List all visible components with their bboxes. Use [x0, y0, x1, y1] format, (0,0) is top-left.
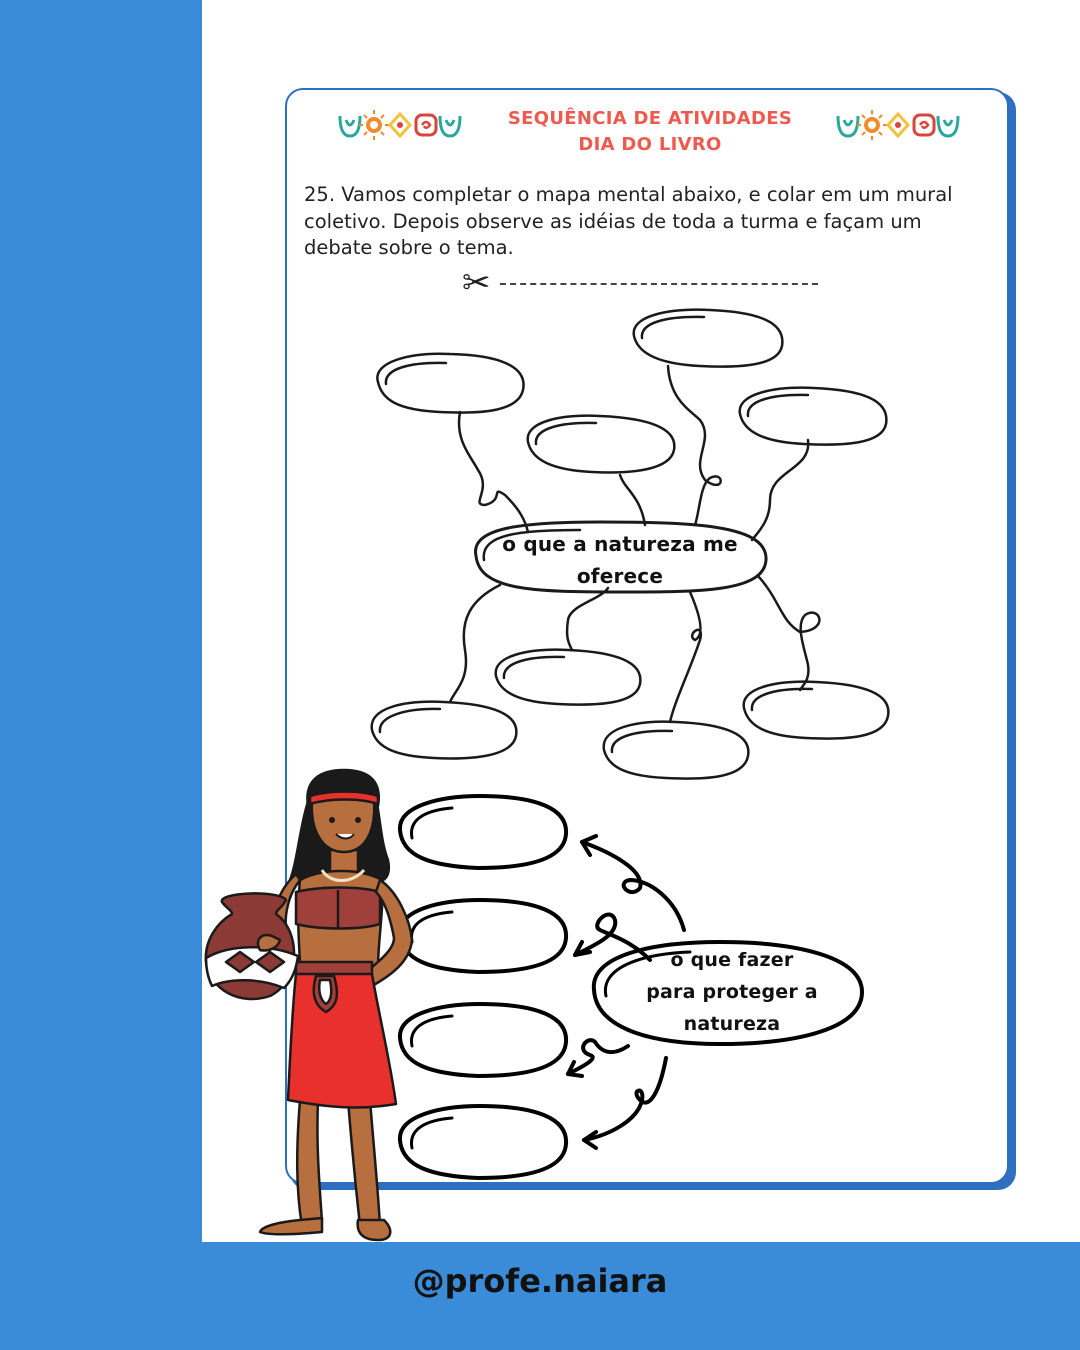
center-1-line2: oferece	[576, 564, 664, 588]
activity-instructions: 25. Vamos completar o mapa mental abaixo, e colar em um mural coletivo. Depois observe as idéias de toda a turma e façam um debate sobre o tema.	[304, 183, 953, 259]
bubble-shine	[411, 808, 452, 838]
center-2-line3: natureza	[683, 1013, 781, 1035]
arrow	[582, 842, 684, 930]
connector	[752, 440, 808, 540]
connector	[450, 585, 500, 702]
connector	[758, 576, 819, 690]
arrow	[584, 1058, 666, 1140]
connector	[668, 366, 721, 525]
mind-map-1-center-label	[478, 528, 762, 592]
bubble-shine	[612, 731, 672, 752]
idea-bubble	[400, 796, 566, 868]
bubble-shine	[536, 423, 596, 444]
idea-bubble	[496, 650, 641, 705]
bubble-shine	[748, 395, 808, 416]
bubble-shine	[752, 689, 812, 710]
idea-bubble	[604, 722, 749, 779]
center-1-line1: o que a natureza me	[502, 532, 738, 556]
scissors-icon: ✂	[462, 263, 491, 303]
idea-bubble	[400, 1004, 566, 1076]
connector	[459, 412, 528, 532]
idea-bubble	[634, 310, 783, 367]
bubble-shine	[411, 1016, 452, 1046]
idea-bubble	[528, 416, 675, 473]
connector	[620, 475, 645, 525]
bubble-shine	[386, 363, 446, 384]
indigenous-woman-illustration	[206, 770, 412, 1240]
bubble-shine	[411, 912, 452, 942]
connector	[670, 592, 701, 722]
header-title-line2: DIA DO LIVRO	[578, 134, 722, 155]
header-title-line1: SEQUÊNCIA DE ATIVIDADES	[507, 108, 793, 129]
idea-bubble	[377, 354, 523, 413]
arrow	[568, 1040, 628, 1074]
idea-bubble	[400, 1106, 566, 1178]
center-2-line2: para proteger a	[646, 981, 818, 1003]
bubble-shine	[411, 1118, 452, 1148]
idea-bubble	[372, 702, 517, 759]
idea-bubble	[400, 900, 566, 972]
mind-map-2-center-label	[614, 944, 850, 1040]
idea-bubble	[744, 682, 889, 739]
connector	[567, 588, 608, 650]
bubble-shine	[504, 657, 564, 678]
footer-handle: @profe.naiara	[412, 1262, 668, 1300]
bubble-shine	[380, 709, 440, 732]
center-2-line1: o que fazer	[670, 949, 794, 971]
bubble-shine	[642, 317, 704, 338]
idea-bubble	[740, 388, 887, 445]
